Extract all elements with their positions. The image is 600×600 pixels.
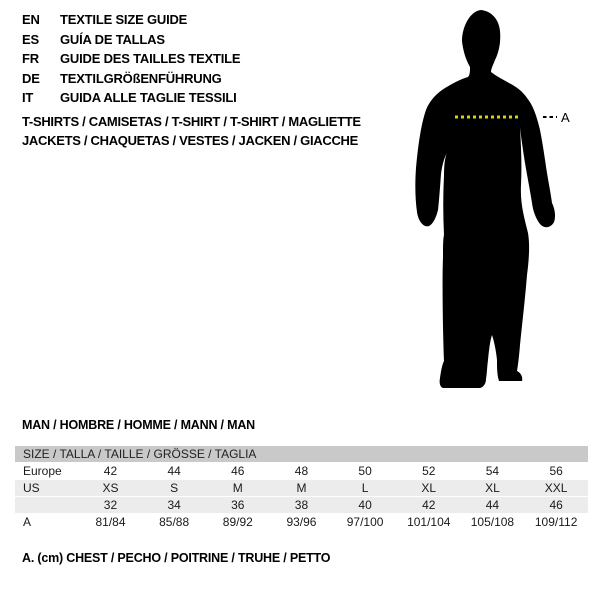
category-jackets: JACKETS / CHAQUETAS / VESTES / JACKEN / GIACCHE bbox=[22, 133, 358, 148]
row-label: A bbox=[15, 514, 79, 531]
language-row-en bbox=[22, 10, 240, 30]
table-cell: 105/108 bbox=[461, 514, 525, 531]
measure-label-a: A bbox=[561, 110, 570, 125]
language-list bbox=[22, 10, 240, 108]
language-label: TEXTILGRÖßENFÜHRUNG bbox=[60, 70, 222, 86]
table-cell: 93/96 bbox=[270, 514, 334, 531]
table-cell: M bbox=[206, 480, 270, 497]
table-cell: 50 bbox=[333, 463, 397, 480]
table-cell: 42 bbox=[397, 497, 461, 514]
row-label bbox=[15, 497, 79, 514]
table-cell: 34 bbox=[142, 497, 206, 514]
table-cell: 109/112 bbox=[524, 514, 588, 531]
language-row-fr bbox=[22, 49, 240, 69]
table-cell: 40 bbox=[333, 497, 397, 514]
row-label: Europe bbox=[15, 463, 79, 480]
size-table-header-row bbox=[15, 446, 588, 463]
table-cell: L bbox=[333, 480, 397, 497]
section-title-man: MAN / HOMBRE / HOMME / MANN / MAN bbox=[22, 418, 255, 432]
table-cell: XS bbox=[79, 480, 143, 497]
table-cell: 46 bbox=[206, 463, 270, 480]
language-code: IT bbox=[22, 90, 34, 105]
table-cell: 81/84 bbox=[79, 514, 143, 531]
man-silhouette bbox=[415, 10, 555, 388]
language-row-it bbox=[22, 88, 240, 108]
table-cell: 52 bbox=[397, 463, 461, 480]
table-cell: 101/104 bbox=[397, 514, 461, 531]
table-row-a bbox=[15, 514, 588, 531]
table-cell: S bbox=[142, 480, 206, 497]
table-row-us bbox=[15, 480, 588, 497]
table-cell: XL bbox=[461, 480, 525, 497]
size-table-header: SIZE / TALLA / TAILLE / GRÖSSE / TAGLIA bbox=[15, 446, 588, 463]
row-label: US bbox=[15, 480, 79, 497]
table-cell: 38 bbox=[270, 497, 334, 514]
language-row-de bbox=[22, 69, 240, 89]
table-cell: M bbox=[270, 480, 334, 497]
table-row-uk bbox=[15, 497, 588, 514]
measurement-footnote: A. (cm) CHEST / PECHO / POITRINE / TRUHE / PETTO bbox=[22, 551, 331, 565]
man-silhouette-figure bbox=[413, 5, 583, 390]
language-label: GUIDA ALLE TAGLIE TESSILI bbox=[60, 90, 237, 105]
table-cell: 89/92 bbox=[206, 514, 270, 531]
table-cell: 54 bbox=[461, 463, 525, 480]
language-label: TEXTILE SIZE GUIDE bbox=[60, 12, 188, 27]
table-cell: 32 bbox=[79, 497, 143, 514]
category-tshirts: T-SHIRTS / CAMISETAS / T-SHIRT / T-SHIRT / MAGLIETTE bbox=[22, 114, 361, 129]
table-cell: XXL bbox=[524, 480, 588, 497]
size-table bbox=[15, 446, 588, 531]
table-cell: 56 bbox=[524, 463, 588, 480]
category-list bbox=[22, 112, 361, 150]
language-code: ES bbox=[22, 31, 39, 47]
language-code: EN bbox=[22, 12, 40, 27]
table-cell: XL bbox=[397, 480, 461, 497]
language-label: GUÍA DE TALLAS bbox=[60, 31, 165, 47]
language-code: DE bbox=[22, 70, 40, 86]
language-row-es bbox=[22, 30, 240, 50]
table-cell: 42 bbox=[79, 463, 143, 480]
language-code: FR bbox=[22, 51, 39, 66]
table-cell: 85/88 bbox=[142, 514, 206, 531]
table-cell: 44 bbox=[461, 497, 525, 514]
language-label: GUIDE DES TAILLES TEXTILE bbox=[60, 51, 241, 66]
table-row-europe bbox=[15, 463, 588, 480]
table-cell: 36 bbox=[206, 497, 270, 514]
table-cell: 97/100 bbox=[333, 514, 397, 531]
table-cell: 44 bbox=[142, 463, 206, 480]
table-cell: 48 bbox=[270, 463, 334, 480]
table-cell: 46 bbox=[524, 497, 588, 514]
